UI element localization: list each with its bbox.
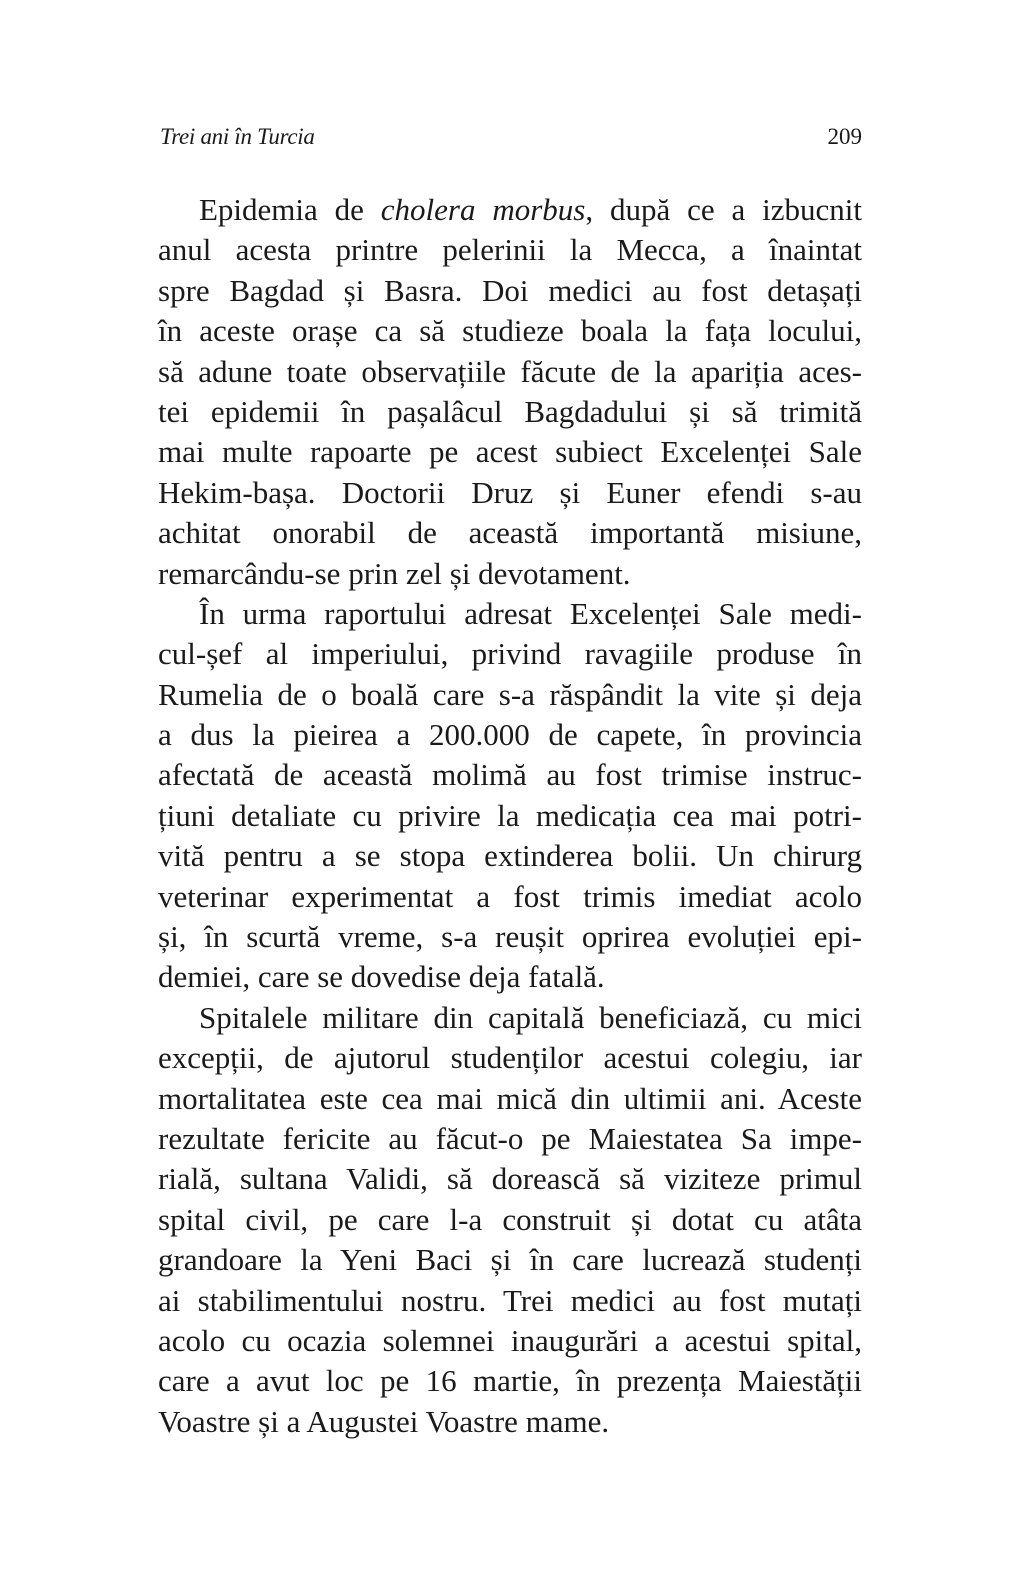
text-line: grandoare la Yeni Baci și în care lucrează studenți (158, 1242, 862, 1278)
text-line: a dus la pieirea a 200.000 de capete, în provincia (158, 717, 862, 753)
text-line: acolo cu ocazia solemnei inaugurări a acestui spital, (158, 1322, 862, 1358)
text-line: anul acesta printre pelerinii la Mecca, a înaintat (158, 232, 862, 268)
text-line: rială, sultana Validi, să dorească să viziteze primul (158, 1161, 862, 1197)
paragraph (158, 594, 862, 998)
text-line: cul-șef al imperiului, privind ravagiile produse în (158, 636, 862, 672)
text-line: Rumelia de o boală care s-a răspândit la vite și deja (158, 676, 862, 712)
body-text (158, 190, 862, 1442)
text-line: care a avut loc pe 16 martie, în prezența Maiestății (158, 1363, 862, 1399)
text-line: mortalitatea este cea mai mică din ultimii ani. Aceste (158, 1080, 862, 1116)
text-line: tei epidemii în pașalâcul Bagdadului și să trimită (158, 393, 862, 429)
text-line: ai stabilimentului nostru. Trei medici au fost mutați (158, 1282, 862, 1318)
text-line: în aceste orașe ca să studieze boala la fața locului, (158, 313, 862, 349)
running-header (158, 124, 862, 160)
text-segment: , după ce a izbucnit (585, 192, 862, 227)
text-line: excepții, de ajutorul studenților acestui colegiu, iar (158, 1040, 862, 1076)
page-number: 209 (827, 124, 862, 149)
paragraph (158, 190, 862, 594)
text-line: Voastre și a Augustei Voastre mame. (158, 1403, 610, 1439)
text-line: vită pentru a se stopa extinderea bolii. Un chirurg (158, 838, 862, 874)
text-line: În urma raportului adresat Excelenței Sale medi- (199, 595, 862, 631)
text-line: achitat onorabil de această importantă misiune, (158, 515, 862, 551)
text-line: mai multe rapoarte pe acest subiect Excelenței Sale (158, 434, 862, 470)
text-line: rezultate fericite au făcut-o pe Maiestatea Sa impe- (158, 1120, 862, 1156)
text-line: demiei, care se dovedise deja fatală. (158, 959, 605, 995)
text-line: să adune toate observațiile făcute de la apariția aces- (158, 353, 862, 389)
text-line: spre Bagdad și Basra. Doi medici au fost detașați (158, 272, 862, 308)
text-segment: Epidemia de (199, 192, 381, 227)
book-page (158, 0, 862, 1575)
text-line: afectată de această molimă au fost trimise instruc- (158, 757, 862, 793)
text-line: veterinar experimentat a fost trimis imediat acolo (158, 878, 862, 914)
text-line: Spitalele militare din capitală beneficiază, cu mici (199, 999, 862, 1035)
running-title: Trei ani în Turcia (160, 124, 315, 149)
text-line: spital civil, pe care l-a construit și dotat cu atâta (158, 1201, 862, 1237)
text-line: remarcându-se prin zel și devotament. (158, 555, 631, 591)
text-line (158, 190, 862, 230)
italic-term: cholera morbus (380, 192, 586, 227)
text-line: și, în scurtă vreme, s-a reușit oprirea evoluției epi- (158, 919, 862, 955)
text-line: țiuni detaliate cu privire la medicația cea mai potri- (158, 797, 862, 833)
paragraph (158, 998, 862, 1442)
text-line: Hekim-bașa. Doctorii Druz și Euner efendi s-au (158, 474, 862, 510)
